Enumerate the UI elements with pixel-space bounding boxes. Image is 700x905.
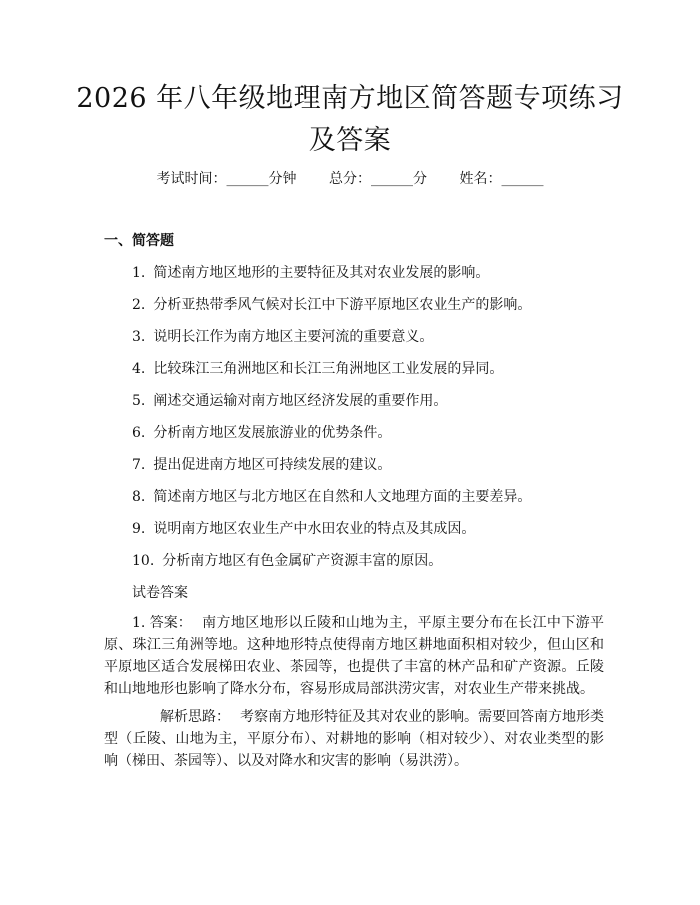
- answers-heading: 试卷答案: [132, 585, 188, 601]
- question-number: 7.: [132, 457, 146, 473]
- question-text: 简述南方地区与北方地区在自然和人文地理方面的主要差异。: [153, 489, 532, 505]
- exam-meta: [0, 168, 700, 188]
- title-line-2: 及答案: [308, 125, 392, 156]
- question-item: [132, 262, 489, 282]
- question-item: [132, 486, 531, 506]
- analysis-text: 考察南方地形特征及其对农业的影响。需要回答南方地形类型（丘陵、山地为主，平原分布）、对耕地的影响（相对较少）、对农业类型的影响（梯田、茶园等）、以及对降水和灾害的影响（易洪涝）。: [104, 709, 604, 769]
- question-item: [132, 550, 442, 570]
- question-text: 分析南方地区有色金属矿产资源丰富的原因。: [162, 553, 443, 569]
- title-line-1: 2026 年八年级地理南方地区简答题专项练习: [76, 83, 624, 114]
- exam-time: 考试时间：______分钟: [156, 171, 297, 187]
- question-text: 分析南方地区发展旅游业的优势条件。: [153, 425, 392, 441]
- question-number: 4.: [132, 361, 146, 377]
- document-title: [60, 78, 640, 162]
- question-text: 说明长江作为南方地区主要河流的重要意义。: [153, 329, 434, 345]
- question-number: 6.: [132, 425, 146, 441]
- question-text: 阐述交通运输对南方地区经济发展的重要作用。: [153, 393, 448, 409]
- question-item: [132, 358, 503, 378]
- analysis-paragraph: [104, 706, 604, 772]
- section-heading: 一、简答题: [104, 233, 174, 249]
- question-number: 1.: [132, 265, 146, 281]
- question-number: 2.: [132, 297, 146, 313]
- answer-lead: 1. 答案：: [132, 615, 192, 631]
- question-item: [132, 326, 433, 346]
- question-text: 比较珠江三角洲地区和长江三角洲地区工业发展的异同。: [153, 361, 504, 377]
- question-number: 8.: [132, 489, 146, 505]
- question-text: 简述南方地区地形的主要特征及其对农业发展的影响。: [153, 265, 490, 281]
- question-item: [132, 294, 531, 314]
- question-number: 5.: [132, 393, 146, 409]
- question-number: 3.: [132, 329, 146, 345]
- question-text: 提出促进南方地区可持续发展的建议。: [153, 457, 392, 473]
- analysis-lead: 解析思路：: [160, 709, 230, 725]
- student-name: 姓名：______: [459, 171, 544, 187]
- question-number: 10.: [132, 553, 155, 569]
- answer-text: 南方地区地形以丘陵和山地为主，平原主要分布在长江中下游平原、珠江三角洲等地。这种地形特点使得南方地区耕地面积相对较少，但山区和平原地区适合发展梯田农业、茶园等，也提供了丰富的林产品和矿产资源。丘陵和山地地形也影响了降水分布，容易形成局部洪涝灾害，对农业生产带来挑战。: [104, 615, 604, 697]
- question-item: [132, 422, 391, 442]
- question-item: [132, 518, 475, 538]
- question-text: 分析亚热带季风气候对长江中下游平原地区农业生产的影响。: [153, 297, 532, 313]
- question-text: 说明南方地区农业生产中水田农业的特点及其成因。: [153, 521, 476, 537]
- question-item: [132, 390, 447, 410]
- exam-score: 总分：______分: [329, 171, 427, 187]
- answer-paragraph: [104, 612, 604, 700]
- question-number: 9.: [132, 521, 146, 537]
- question-item: [132, 454, 391, 474]
